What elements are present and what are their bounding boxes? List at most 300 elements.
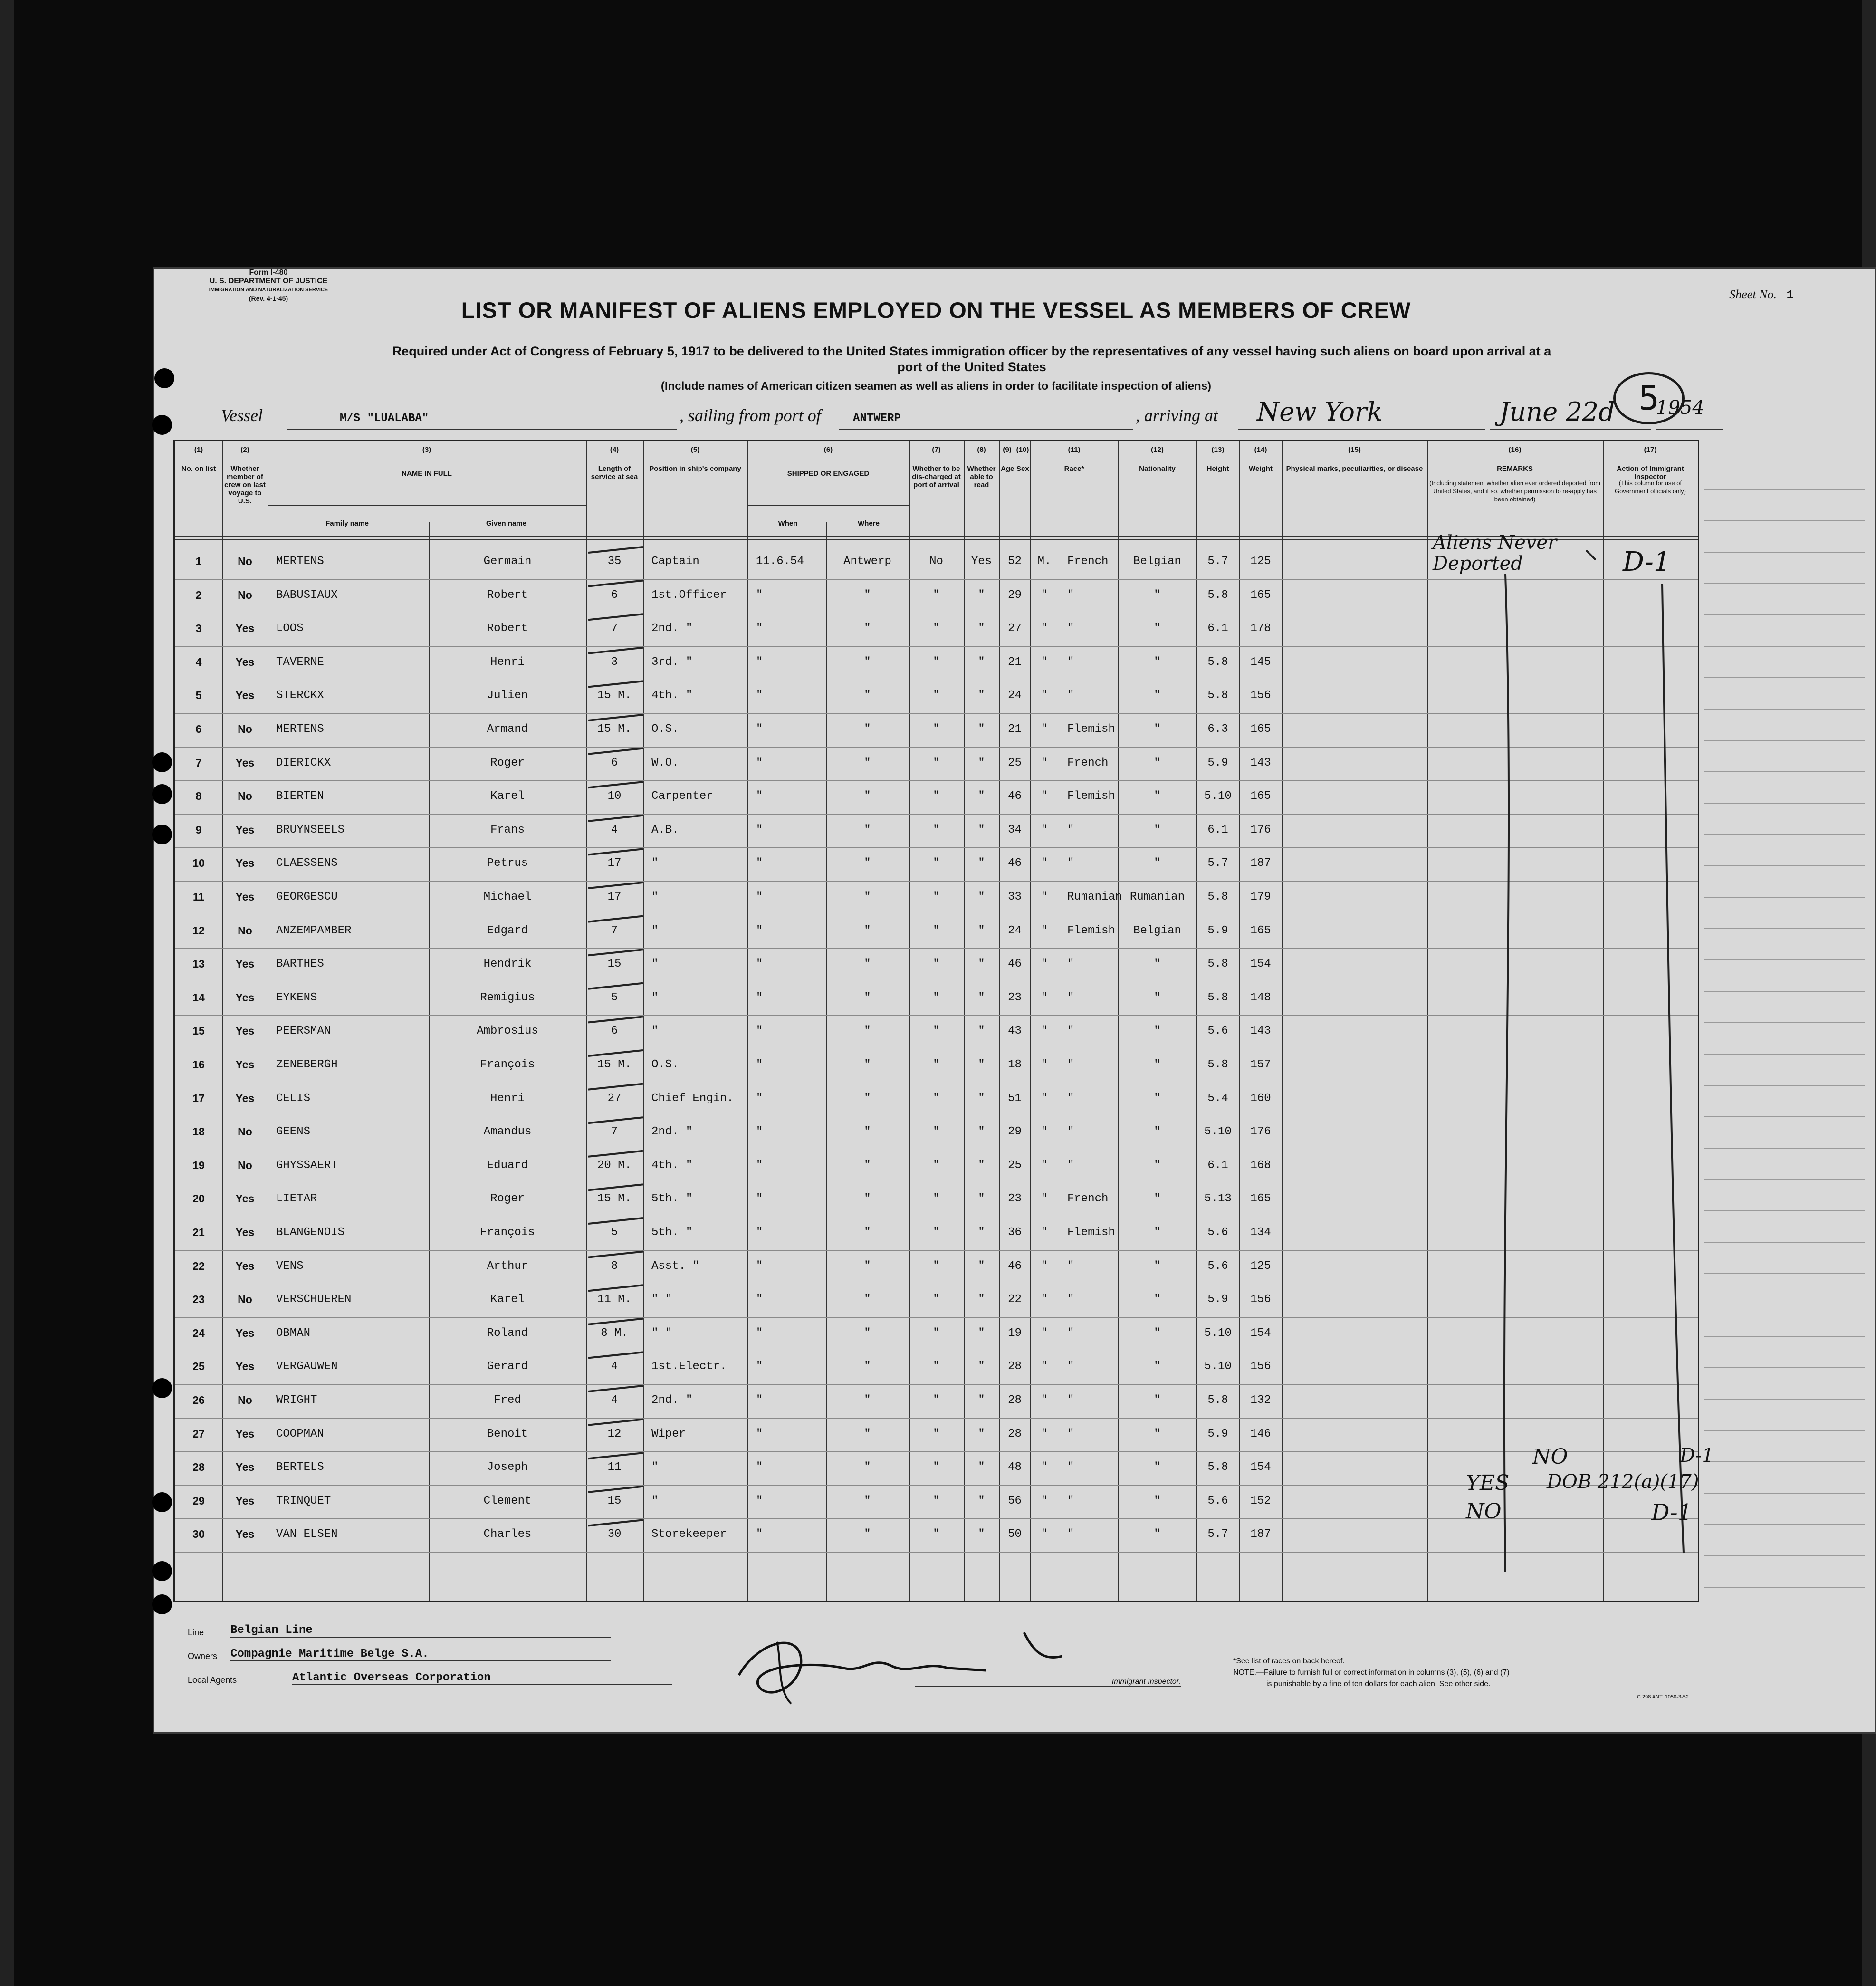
cell-family: EYKENS — [276, 991, 317, 1004]
cell-last: Yes — [235, 1192, 255, 1205]
ruled-margin — [1704, 459, 1865, 1594]
cell-last: No — [238, 1159, 252, 1171]
cell-read: " — [978, 655, 985, 669]
cell-no: 3 — [195, 622, 202, 635]
remarks-note-no: NO — [1532, 1445, 1568, 1469]
cell-position: " — [651, 958, 659, 971]
cell-race: " — [1067, 1092, 1074, 1105]
cell-given: Robert — [487, 588, 528, 602]
cell-height: 5.8 — [1207, 1461, 1228, 1474]
cell-when: " — [756, 1259, 763, 1273]
cell-age: 25 — [1008, 1159, 1022, 1172]
cell-position: Storekeeper — [651, 1528, 727, 1541]
cell-weight: 165 — [1250, 924, 1271, 937]
cell-disch: " — [933, 723, 940, 736]
cell-disch: " — [933, 1326, 940, 1340]
tally-stroke — [588, 916, 643, 922]
cell-disch: " — [933, 1427, 940, 1440]
cell-read: " — [978, 958, 985, 971]
cell-race: " — [1067, 622, 1074, 635]
cell-family: GEENS — [276, 1125, 311, 1139]
tally-stroke — [588, 1487, 643, 1492]
cell-position: 4th. " — [651, 689, 693, 702]
cell-read: " — [978, 1159, 985, 1172]
cell-height: 5.8 — [1207, 891, 1228, 903]
column-header: REMARKS — [1497, 465, 1533, 473]
cell-position: " " — [651, 1326, 672, 1340]
cell-where: " — [864, 1528, 871, 1541]
cell-age: 21 — [1008, 655, 1022, 669]
pencil-marks — [175, 441, 1698, 1601]
cell-last: Yes — [235, 1427, 255, 1440]
cell-last: Yes — [235, 1025, 255, 1037]
cell-height: 5.4 — [1207, 1092, 1228, 1105]
requirement-text — [207, 344, 1737, 375]
tally-stroke — [588, 1151, 643, 1157]
cell-nat: " — [1154, 991, 1161, 1004]
cell-last: Yes — [235, 1092, 255, 1104]
cell-given: Karel — [490, 1293, 525, 1306]
cell-nat: " — [1154, 689, 1161, 702]
cell-position: " — [651, 991, 659, 1004]
cell-disch: " — [933, 958, 940, 971]
cell-family: COOPMAN — [276, 1427, 324, 1440]
cell-where: " — [864, 924, 871, 937]
cell-weight: 187 — [1250, 857, 1271, 870]
cell-where: " — [864, 1226, 871, 1239]
cell-last: No — [238, 1125, 252, 1138]
cell-position: " — [651, 857, 659, 870]
column-header: No. on list — [181, 465, 216, 473]
inspector-signature — [701, 1613, 1176, 1708]
cell-sex: " — [1041, 1461, 1048, 1474]
cell-weight: 165 — [1250, 1192, 1271, 1206]
cell-where: " — [864, 823, 871, 836]
cell-no: 29 — [192, 1494, 205, 1507]
cell-disch: No — [929, 555, 943, 568]
include-note: (Include names of American citizen seamen as well as aliens in order to facilitate inspection of aliens) — [660, 380, 1212, 393]
punch-hole — [152, 1594, 172, 1614]
pencil-line — [1662, 584, 1684, 1553]
cell-service: 15 — [607, 958, 622, 971]
cell-age: 19 — [1008, 1326, 1022, 1340]
cell-where: Antwerp — [843, 555, 891, 568]
cell-position: 4th. " — [651, 1159, 693, 1172]
tally-stroke — [588, 816, 643, 821]
cell-age: 18 — [1008, 1058, 1022, 1071]
tally-stroke — [588, 1017, 643, 1022]
cell-last: No — [238, 790, 252, 803]
column-header: Weight — [1249, 465, 1273, 473]
cell-race: French — [1067, 555, 1109, 568]
cell-weight: 154 — [1250, 1461, 1271, 1474]
crew-table — [173, 440, 1699, 1602]
cell-given: Roger — [490, 756, 525, 769]
pencil-line — [1504, 574, 1509, 1572]
cell-no: 7 — [195, 756, 202, 769]
cell-given: Julien — [487, 689, 528, 702]
cell-where: " — [864, 588, 871, 602]
cell-when: " — [756, 1125, 763, 1139]
cell-disch: " — [933, 823, 940, 836]
cell-where: " — [864, 1394, 871, 1407]
cell-family: VERGAUWEN — [276, 1360, 338, 1373]
requirement-line-1: Required under Act of Congress of February 5, 1917 to be delivered to the United States immigration officer by the representatives of any vessel having such aliens on board upon arrival at a — [392, 344, 1551, 358]
cell-age: 52 — [1008, 555, 1022, 568]
cell-age: 34 — [1008, 823, 1022, 836]
cell-no: 13 — [192, 958, 205, 970]
cell-position: 1st.Electr. — [651, 1360, 727, 1373]
cell-nat: " — [1154, 723, 1161, 736]
arrival-field — [1238, 397, 1485, 430]
cell-last: Yes — [235, 958, 255, 970]
cell-given: Hendrik — [483, 958, 532, 971]
cell-no: 10 — [192, 857, 205, 870]
cell-given: Roger — [490, 1192, 525, 1206]
cell-read: " — [978, 991, 985, 1004]
races-note: *See list of races on back hereof. — [1233, 1657, 1345, 1665]
column-number: (1) — [194, 446, 203, 454]
cell-age: 22 — [1008, 1293, 1022, 1306]
cell-nat: " — [1154, 1293, 1161, 1306]
cell-given: Roland — [487, 1326, 528, 1340]
cell-position: " — [651, 924, 659, 937]
cell-sex: " — [1041, 857, 1048, 870]
column-number: (16) — [1508, 446, 1522, 454]
cell-given: Gerard — [487, 1360, 528, 1373]
cell-nat: " — [1154, 857, 1161, 870]
cell-no: 8 — [195, 790, 202, 803]
cell-position: W.O. — [651, 756, 679, 769]
tally-stroke — [588, 1184, 643, 1190]
cell-disch: " — [933, 655, 940, 669]
cell-when: " — [756, 588, 763, 602]
cell-position: " — [651, 891, 659, 903]
cell-when: " — [756, 1025, 763, 1038]
vessel-name: M/S "LUALABA" — [340, 412, 429, 425]
cell-given: Remigius — [480, 991, 535, 1004]
cell-position: " — [651, 1461, 659, 1474]
cell-where: " — [864, 1494, 871, 1507]
cell-where: " — [864, 655, 871, 669]
cell-no: 21 — [192, 1226, 205, 1238]
arrival-date: June 22d — [1499, 397, 1615, 427]
column-header: Sex — [1016, 465, 1029, 473]
cell-read: " — [978, 1326, 985, 1340]
revision: (Rev. 4-1-45) — [249, 295, 288, 302]
cell-sex: " — [1041, 655, 1048, 669]
cell-no: 20 — [192, 1192, 205, 1205]
cell-no: 2 — [195, 588, 202, 601]
cell-nat: " — [1154, 1025, 1161, 1038]
cell-nat: " — [1154, 1326, 1161, 1340]
cell-no: 27 — [192, 1427, 205, 1440]
cell-age: 46 — [1008, 857, 1022, 870]
cell-weight: 156 — [1250, 689, 1271, 702]
cell-race: French — [1067, 1192, 1109, 1206]
cell-disch: " — [933, 1494, 940, 1507]
cell-service: 8 M. — [601, 1326, 628, 1340]
cell-when: " — [756, 891, 763, 903]
cell-race: " — [1067, 1025, 1074, 1038]
cell-when: " — [756, 1058, 763, 1071]
cell-weight: 134 — [1250, 1226, 1271, 1239]
tally-stroke — [588, 1352, 643, 1358]
cell-position: A.B. — [651, 823, 679, 836]
column-number: (7) — [932, 446, 941, 454]
cell-service: 7 — [611, 924, 618, 937]
line-value: Belgian Line — [230, 1624, 611, 1638]
cell-position: 5th. " — [651, 1192, 693, 1206]
cell-read: " — [978, 1025, 985, 1038]
sailing-port: ANTWERP — [853, 412, 901, 425]
cell-last: No — [238, 924, 252, 937]
column-number: (15) — [1348, 446, 1361, 454]
cell-when: " — [756, 958, 763, 971]
cell-height: 5.8 — [1207, 689, 1228, 702]
cell-sex: " — [1041, 924, 1048, 937]
cell-weight: 154 — [1250, 958, 1271, 971]
cell-read: " — [978, 1125, 985, 1139]
cell-where: " — [864, 1427, 871, 1440]
tally-stroke — [588, 748, 643, 754]
cell-last: Yes — [235, 857, 255, 870]
cell-height: 5.6 — [1207, 1494, 1228, 1507]
cell-last: Yes — [235, 1461, 255, 1474]
cell-given: François — [480, 1226, 535, 1239]
cell-nat: " — [1154, 1427, 1161, 1440]
cell-given: Amandus — [483, 1125, 532, 1139]
sheet-number — [1729, 288, 1794, 302]
cell-position: 2nd. " — [651, 1394, 693, 1407]
cell-family: BABUSIAUX — [276, 588, 338, 602]
cell-sex: " — [1041, 689, 1048, 702]
cell-last: Yes — [235, 756, 255, 769]
cell-weight: 156 — [1250, 1360, 1271, 1373]
cell-service: 30 — [607, 1528, 622, 1541]
cell-given: Edgard — [487, 924, 528, 937]
cell-race: " — [1067, 991, 1074, 1004]
cell-age: 29 — [1008, 1125, 1022, 1139]
cell-no: 12 — [192, 924, 205, 937]
cell-no: 15 — [192, 1025, 205, 1037]
cell-sex: " — [1041, 1125, 1048, 1139]
cell-disch: " — [933, 622, 940, 635]
cell-nat: Belgian — [1133, 555, 1181, 568]
cell-when: " — [756, 1092, 763, 1105]
cell-nat: " — [1154, 1058, 1161, 1071]
cell-disch: " — [933, 891, 940, 903]
service: IMMIGRATION AND NATURALIZATION SERVICE — [209, 287, 328, 293]
cell-family: TAVERNE — [276, 655, 324, 669]
cell-disch: " — [933, 588, 940, 602]
cell-disch: " — [933, 1092, 940, 1105]
tally-stroke — [588, 614, 643, 620]
punch-hole — [152, 1378, 172, 1398]
cell-position: Asst. " — [651, 1259, 699, 1273]
cell-disch: " — [933, 1192, 940, 1206]
column-subheader: Where — [858, 519, 880, 528]
cell-last: Yes — [235, 991, 255, 1004]
cell-age: 51 — [1008, 1092, 1022, 1105]
cell-service: 8 — [611, 1259, 618, 1273]
agents-label: Local Agents — [188, 1675, 237, 1685]
column-header: Position in ship's company — [649, 465, 741, 473]
cell-sex: " — [1041, 1427, 1048, 1440]
cell-last: Yes — [235, 823, 255, 836]
cell-height: 6.1 — [1207, 622, 1228, 635]
cell-age: 36 — [1008, 1226, 1022, 1239]
cell-service: 11 M. — [597, 1293, 632, 1306]
cell-race: Rumanian — [1067, 891, 1122, 903]
tally-stroke — [588, 648, 643, 653]
cell-when: " — [756, 1461, 763, 1474]
column-number: (13) — [1211, 446, 1225, 454]
cell-read: " — [978, 1427, 985, 1440]
cell-age: 21 — [1008, 723, 1022, 736]
year-field — [1656, 397, 1723, 430]
cell-position: Captain — [651, 555, 699, 568]
cell-weight: 152 — [1250, 1494, 1271, 1507]
print-code: C 298 ANT. 1050-3-52 — [1637, 1694, 1689, 1700]
cell-weight: 160 — [1250, 1092, 1271, 1105]
cell-last: Yes — [235, 1058, 255, 1071]
cell-sex: " — [1041, 588, 1048, 602]
cell-age: 50 — [1008, 1528, 1022, 1541]
cell-read: " — [978, 1259, 985, 1273]
cell-given: Armand — [487, 723, 528, 736]
cell-where: " — [864, 1326, 871, 1340]
cell-family: BARTHES — [276, 958, 324, 971]
cell-where: " — [864, 689, 871, 702]
column-header: Age — [1001, 465, 1015, 473]
cell-where: " — [864, 1159, 871, 1172]
cell-family: VENS — [276, 1259, 304, 1273]
cell-family: MERTENS — [276, 723, 324, 736]
cell-age: 46 — [1008, 790, 1022, 803]
cell-weight: 165 — [1250, 790, 1271, 803]
cell-nat: " — [1154, 1125, 1161, 1139]
cell-service: 7 — [611, 622, 618, 635]
cell-where: " — [864, 958, 871, 971]
cell-height: 5.8 — [1207, 1394, 1228, 1407]
cell-service: 20 M. — [597, 1159, 632, 1172]
cell-last: Yes — [235, 1360, 255, 1373]
action-note-bottom-1: D-1 — [1680, 1445, 1714, 1467]
cell-sex: M. — [1037, 555, 1052, 568]
cell-when: " — [756, 655, 763, 669]
cell-weight: 165 — [1250, 588, 1271, 602]
cell-service: 5 — [611, 1226, 618, 1239]
cell-family: GHYSSAERT — [276, 1159, 338, 1172]
tally-stroke — [588, 1252, 643, 1257]
cell-service: 35 — [607, 555, 622, 568]
cell-family: VERSCHUEREN — [276, 1293, 352, 1306]
cell-last: No — [238, 1394, 252, 1406]
cell-disch: " — [933, 1125, 940, 1139]
cell-height: 5.7 — [1207, 555, 1228, 568]
cell-sex: " — [1041, 1528, 1048, 1541]
sheet-value: 1 — [1786, 288, 1794, 302]
cell-race: " — [1067, 958, 1074, 971]
cell-sex: " — [1041, 1326, 1048, 1340]
cell-disch: " — [933, 991, 940, 1004]
cell-when: " — [756, 756, 763, 769]
tally-stroke — [588, 883, 643, 888]
cell-disch: " — [933, 1259, 940, 1273]
cell-disch: " — [933, 1025, 940, 1038]
cell-last: Yes — [235, 1226, 255, 1238]
column-number: (14) — [1254, 446, 1267, 454]
cell-when: " — [756, 622, 763, 635]
cell-age: 56 — [1008, 1494, 1022, 1507]
cell-sex: " — [1041, 1058, 1048, 1071]
cell-sex: " — [1041, 991, 1048, 1004]
cell-age: 48 — [1008, 1461, 1022, 1474]
column-subheader: When — [778, 519, 798, 528]
cell-no: 14 — [192, 991, 205, 1004]
cell-read: " — [978, 1226, 985, 1239]
cell-weight: 148 — [1250, 991, 1271, 1004]
cell-weight: 154 — [1250, 1326, 1271, 1340]
cell-weight: 125 — [1250, 555, 1271, 568]
cell-race: " — [1067, 1326, 1074, 1340]
cell-age: 33 — [1008, 891, 1022, 903]
cell-weight: 168 — [1250, 1159, 1271, 1172]
cell-read: " — [978, 756, 985, 769]
cell-nat: " — [1154, 1259, 1161, 1273]
cell-where: " — [864, 1058, 871, 1071]
cell-when: " — [756, 1427, 763, 1440]
cell-sex: " — [1041, 622, 1048, 635]
cell-sex: " — [1041, 1192, 1048, 1206]
cell-no: 24 — [192, 1326, 205, 1339]
cell-service: 17 — [607, 891, 622, 903]
punch-hole — [152, 825, 172, 844]
cell-service: 5 — [611, 991, 618, 1004]
punch-hole — [152, 752, 172, 772]
cell-read: " — [978, 1360, 985, 1373]
port-field — [839, 405, 1133, 430]
cell-family: LOOS — [276, 622, 304, 635]
cell-no: 19 — [192, 1159, 205, 1171]
cell-nat: " — [1154, 588, 1161, 602]
cell-no: 28 — [192, 1461, 205, 1474]
cell-read: " — [978, 1058, 985, 1071]
cell-given: Henri — [490, 655, 525, 669]
cell-position: " " — [651, 1293, 672, 1306]
cell-service: 15 M. — [597, 723, 632, 736]
cell-height: 5.9 — [1207, 924, 1228, 937]
cell-nat: " — [1154, 655, 1161, 669]
cell-when: " — [756, 857, 763, 870]
tally-stroke — [588, 1084, 643, 1090]
cell-position: Chief Engin. — [651, 1092, 734, 1105]
cell-position: 1st.Officer — [651, 588, 727, 602]
cell-family: WRIGHT — [276, 1394, 317, 1407]
arrival-year: 1954 — [1656, 397, 1704, 419]
cell-race: " — [1067, 588, 1074, 602]
cell-family: BERTELS — [276, 1461, 324, 1474]
cell-family: TRINQUET — [276, 1494, 331, 1507]
cell-no: 22 — [192, 1259, 205, 1272]
tally-stroke — [588, 1520, 643, 1525]
cell-weight: 157 — [1250, 1058, 1271, 1071]
cell-race: French — [1067, 756, 1109, 769]
cell-given: François — [480, 1058, 535, 1071]
cell-no: 17 — [192, 1092, 205, 1104]
cell-position: 2nd. " — [651, 1125, 693, 1139]
